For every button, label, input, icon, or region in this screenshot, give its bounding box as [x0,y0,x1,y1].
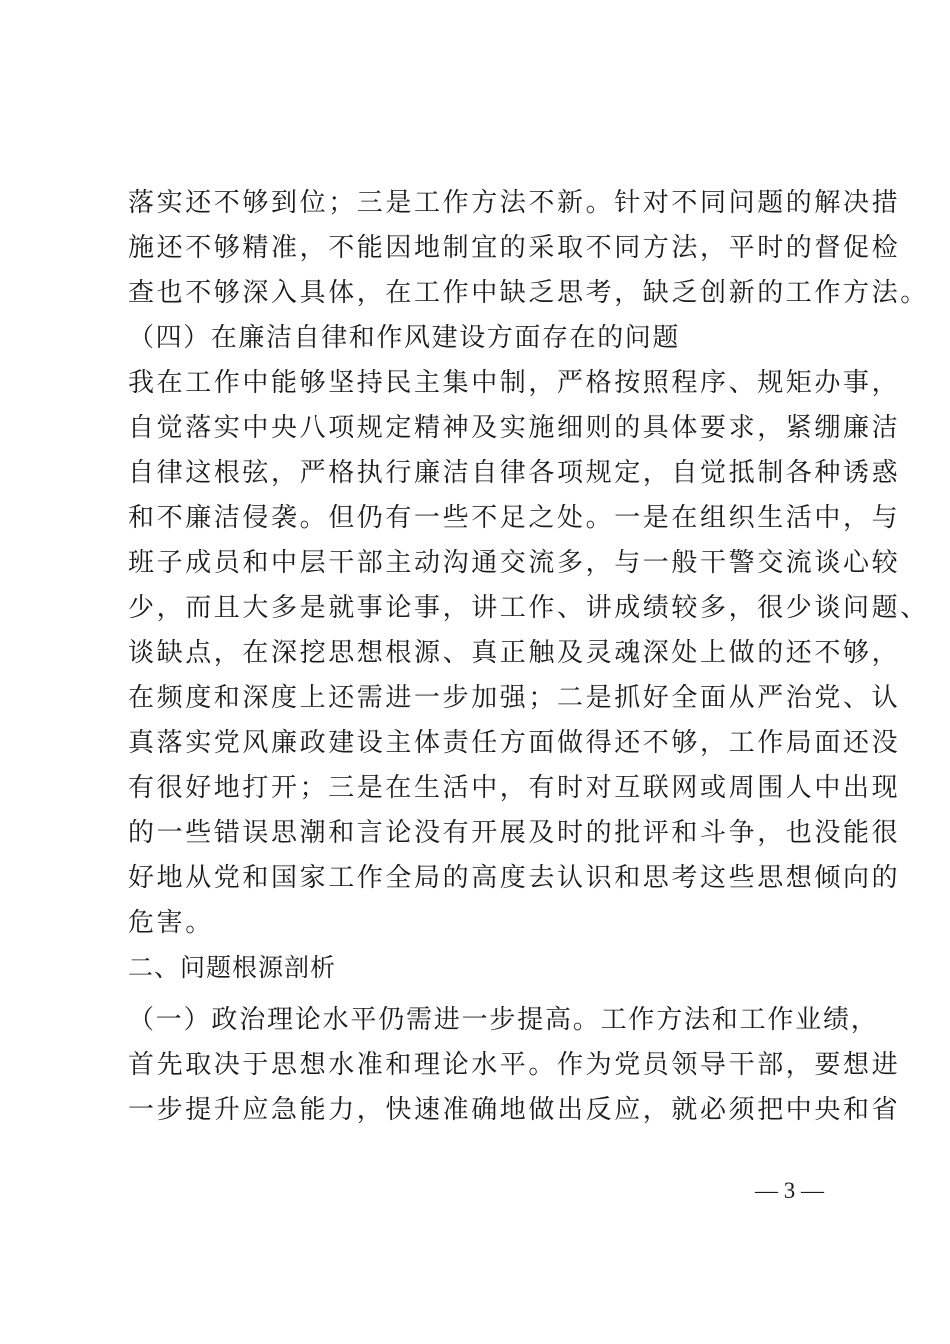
paragraph-line: 谈缺点，在深挖思想根源、真正触及灵魂深处上做的还不够， [128,638,901,668]
section-heading: 二、问题根源剖析 [128,953,337,982]
paragraph-line: 和不廉洁侵袭。但仍有一些不足之处。一是在组织生活中，与 [128,503,901,533]
paragraph-line: 自律这根弦，严格执行廉洁自律各项规定，自觉抵制各种诱惑 [128,458,901,488]
paragraph-line: 首先取决于思想水准和理论水平。作为党员领导干部，要想进 [128,1050,901,1080]
paragraph-line: （一）政治理论水平仍需进一步提高。工作方法和工作业绩， [128,1005,879,1035]
paragraph-line: 有很好地打开；三是在生活中，有时对互联网或周围人中出现 [128,773,901,803]
paragraph-line: 一步提升应急能力，快速准确地做出反应，就必须把中央和省 [128,1095,901,1125]
paragraph-line: 在频度和深度上还需进一步加强；二是抓好全面从严治党、认 [128,683,901,713]
paragraph-line: 自觉落实中央八项规定精神及实施细则的具体要求，紧绷廉洁 [128,413,901,443]
section-subheading: （四）在廉洁自律和作风建设方面存在的问题 [128,323,681,353]
paragraph-line: 危害。 [128,908,214,938]
paragraph-line: 我在工作中能够坚持民主集中制，严格按照程序、规矩办事， [128,368,901,398]
paragraph-line: 真落实党风廉政建设主体责任方面做得还不够，工作局面还没 [128,728,901,758]
paragraph-line: 少，而且大多是就事论事，讲工作、讲成绩较多，很少谈问题、 [128,593,929,623]
paragraph-line: 班子成员和中层干部主动沟通交流多，与一般干警交流谈心较 [128,548,901,578]
page-number: — 3 — [755,1178,824,1203]
paragraph-line: 施还不够精准，不能因地制宜的采取不同方法，平时的督促检 [128,233,901,263]
paragraph-line: 落实还不够到位；三是工作方法不新。针对不同问题的解决措 [128,188,901,218]
paragraph-line: 查也不够深入具体，在工作中缺乏思考，缺乏创新的工作方法。 [128,278,929,308]
paragraph-line: 好地从党和国家工作全局的高度去认识和思考这些思想倾向的 [128,863,901,893]
paragraph-line: 的一些错误思潮和言论没有开展及时的批评和斗争，也没能很 [128,818,901,848]
